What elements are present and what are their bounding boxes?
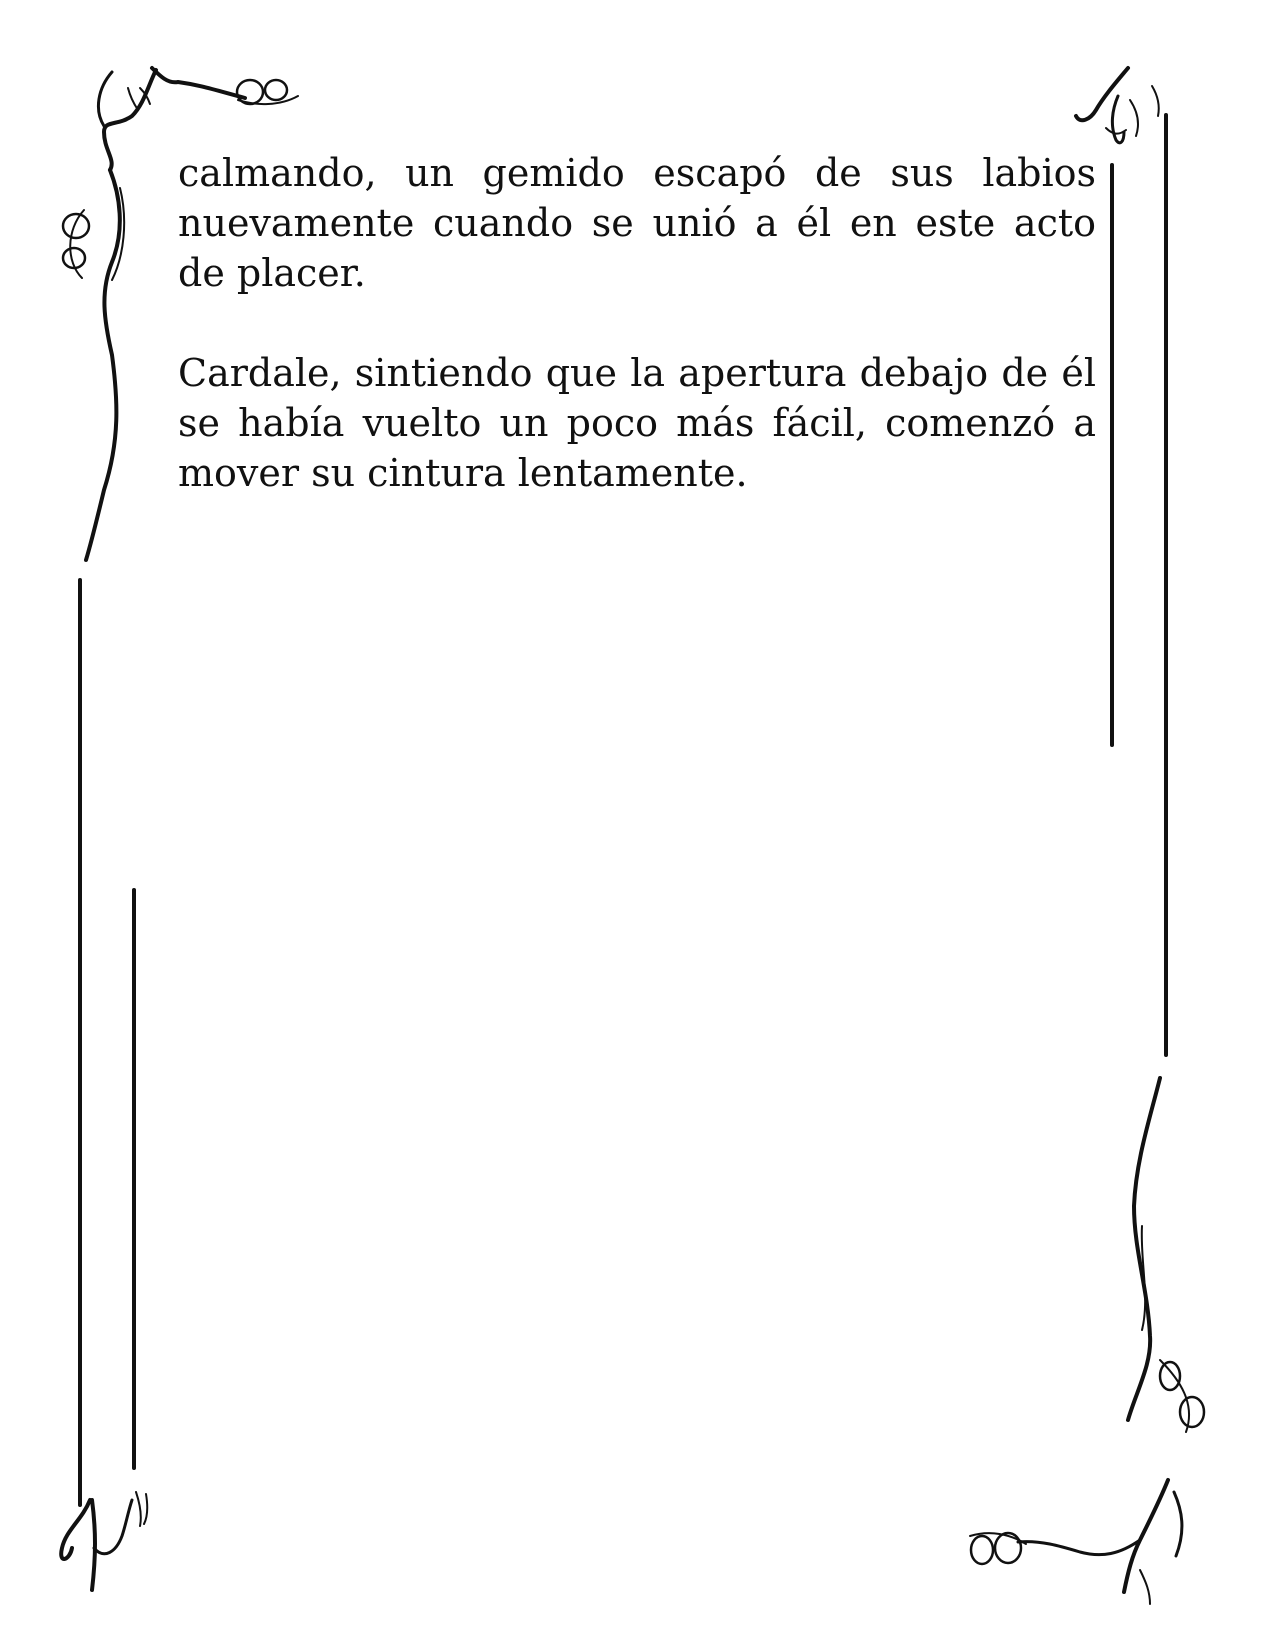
paragraph: Cardale, sintiendo que la apertura debajo de él se había vuelto un poco más fácil, comenzó a mover su cintura lentamente. xyxy=(178,351,1096,495)
bottom-left-flourish-icon xyxy=(61,1492,147,1590)
bottom-right-flourish-icon xyxy=(970,1078,1204,1604)
body-text xyxy=(178,148,1096,498)
paragraph: calmando, un gemido escapó de sus labios nuevamente cuando se unió a él en este acto de placer. xyxy=(178,151,1096,295)
